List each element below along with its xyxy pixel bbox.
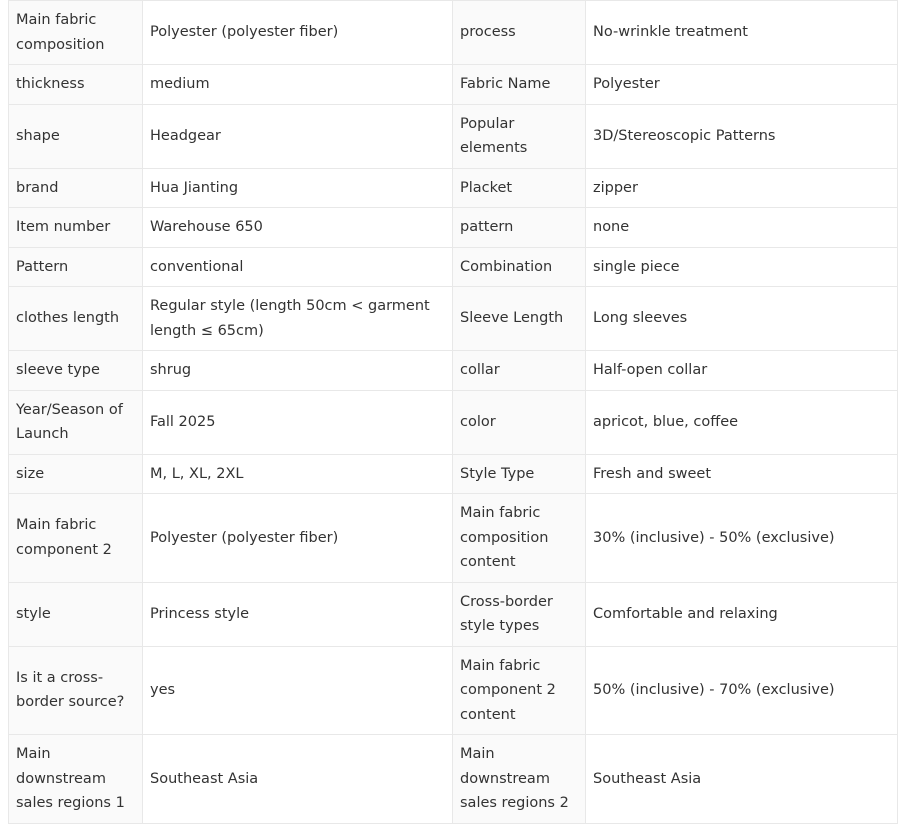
table-row bbox=[9, 1, 898, 65]
attribute-key: color bbox=[453, 390, 586, 454]
attribute-value: Half-open collar bbox=[586, 351, 898, 391]
attribute-value: medium bbox=[143, 65, 453, 105]
attribute-value: Southeast Asia bbox=[143, 735, 453, 824]
attribute-key: Item number bbox=[9, 208, 143, 248]
attribute-value: shrug bbox=[143, 351, 453, 391]
attribute-value: yes bbox=[143, 646, 453, 735]
attribute-key: clothes length bbox=[9, 287, 143, 351]
attribute-value: single piece bbox=[586, 247, 898, 287]
attribute-key: style bbox=[9, 582, 143, 646]
table-row bbox=[9, 494, 898, 583]
attribute-key: Cross-border style types bbox=[453, 582, 586, 646]
product-attributes-table bbox=[8, 0, 898, 824]
table-row bbox=[9, 247, 898, 287]
attribute-value: Headgear bbox=[143, 104, 453, 168]
attribute-key: Main downstream sales regions 2 bbox=[453, 735, 586, 824]
attribute-value: Southeast Asia bbox=[586, 735, 898, 824]
attribute-value: 3D/Stereoscopic Patterns bbox=[586, 104, 898, 168]
attribute-key: Year/Season of Launch bbox=[9, 390, 143, 454]
attribute-key: Main fabric composition bbox=[9, 1, 143, 65]
attribute-value: 30% (inclusive) - 50% (exclusive) bbox=[586, 494, 898, 583]
attribute-key: Combination bbox=[453, 247, 586, 287]
table-row bbox=[9, 168, 898, 208]
table-row bbox=[9, 735, 898, 824]
table-row bbox=[9, 351, 898, 391]
attribute-key: thickness bbox=[9, 65, 143, 105]
attribute-value: Comfortable and relaxing bbox=[586, 582, 898, 646]
table-row bbox=[9, 104, 898, 168]
attribute-key: Main fabric component 2 content bbox=[453, 646, 586, 735]
attribute-key: Popular elements bbox=[453, 104, 586, 168]
attribute-value: conventional bbox=[143, 247, 453, 287]
attribute-key: Main fabric component 2 bbox=[9, 494, 143, 583]
attribute-value: Polyester (polyester fiber) bbox=[143, 1, 453, 65]
attribute-value: Fresh and sweet bbox=[586, 454, 898, 494]
table-row bbox=[9, 582, 898, 646]
attribute-value: Princess style bbox=[143, 582, 453, 646]
attribute-key: size bbox=[9, 454, 143, 494]
attribute-value: Hua Jianting bbox=[143, 168, 453, 208]
attribute-value: Regular style (length 50cm < garment length ≤ 65cm) bbox=[143, 287, 453, 351]
attribute-key: Placket bbox=[453, 168, 586, 208]
attribute-key: collar bbox=[453, 351, 586, 391]
attribute-value: Long sleeves bbox=[586, 287, 898, 351]
attribute-key: sleeve type bbox=[9, 351, 143, 391]
attribute-key: Style Type bbox=[453, 454, 586, 494]
attribute-value: 50% (inclusive) - 70% (exclusive) bbox=[586, 646, 898, 735]
attribute-key: Pattern bbox=[9, 247, 143, 287]
table-row bbox=[9, 208, 898, 248]
attribute-value: Fall 2025 bbox=[143, 390, 453, 454]
table-row bbox=[9, 390, 898, 454]
table-row bbox=[9, 454, 898, 494]
attribute-key: Main fabric composition content bbox=[453, 494, 586, 583]
attribute-value: Warehouse 650 bbox=[143, 208, 453, 248]
table-row bbox=[9, 65, 898, 105]
attribute-value: Polyester (polyester fiber) bbox=[143, 494, 453, 583]
attribute-value: Polyester bbox=[586, 65, 898, 105]
attribute-value: No-wrinkle treatment bbox=[586, 1, 898, 65]
attribute-key: process bbox=[453, 1, 586, 65]
attribute-key: brand bbox=[9, 168, 143, 208]
attribute-value: zipper bbox=[586, 168, 898, 208]
attribute-key: shape bbox=[9, 104, 143, 168]
attribute-value: apricot, blue, coffee bbox=[586, 390, 898, 454]
table-row bbox=[9, 646, 898, 735]
attributes-body bbox=[9, 1, 898, 824]
attribute-key: Main downstream sales regions 1 bbox=[9, 735, 143, 824]
attribute-key: Sleeve Length bbox=[453, 287, 586, 351]
attribute-key: Is it a cross-border source? bbox=[9, 646, 143, 735]
attribute-key: Fabric Name bbox=[453, 65, 586, 105]
attribute-key: pattern bbox=[453, 208, 586, 248]
attribute-value: M, L, XL, 2XL bbox=[143, 454, 453, 494]
table-row bbox=[9, 287, 898, 351]
attribute-value: none bbox=[586, 208, 898, 248]
